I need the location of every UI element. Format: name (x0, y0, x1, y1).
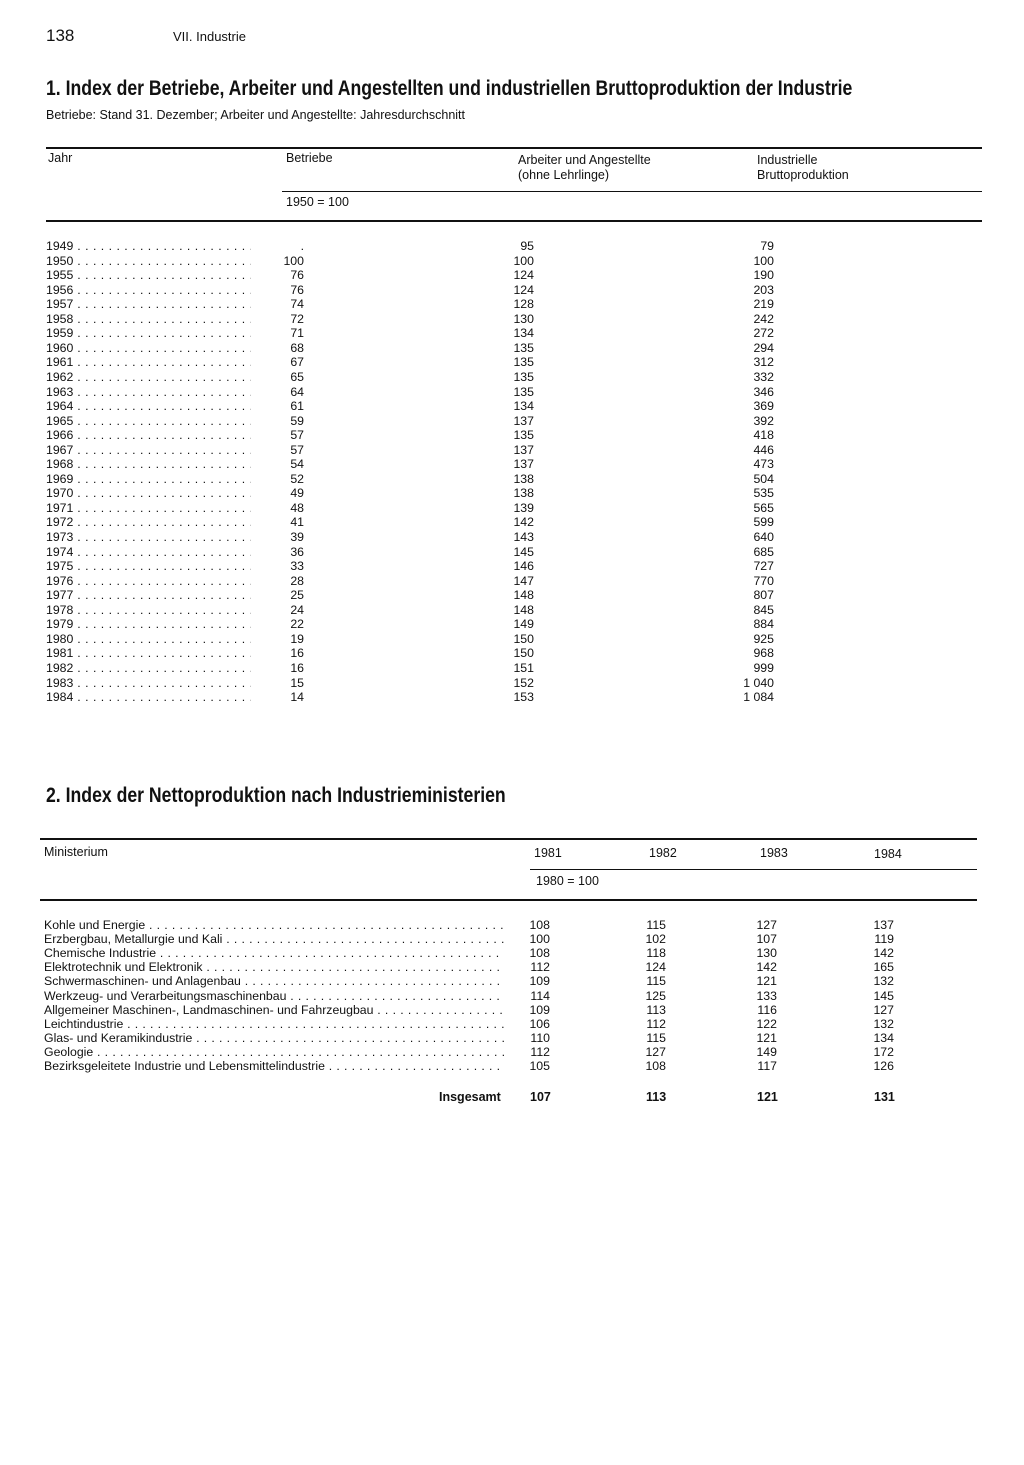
table1-cell-betriebe: 76 (290, 268, 304, 283)
chapter-title: VII. Industrie (173, 29, 246, 44)
table2-cell-1984: 142 (873, 946, 894, 961)
table1-cell-arbeiter: 148 (513, 602, 534, 617)
table1-cell-produktion: 446 (753, 442, 774, 457)
table1-base-note: 1950 = 100 (286, 195, 349, 209)
table2-cell-1981: 114 (530, 988, 550, 1003)
table2-total-1982: 113 (646, 1090, 667, 1104)
table1-cell-betriebe: 64 (290, 384, 304, 399)
table1-cell-betriebe: . (300, 239, 304, 253)
table1-cell-produktion: 332 (753, 369, 774, 384)
table2-cell-1981: 108 (529, 918, 550, 932)
table1-cell-year: 1978 . . . (46, 603, 251, 618)
table1-cell-betriebe: 15 (290, 675, 304, 690)
table1-cell-year: 1976 . . . (46, 574, 251, 589)
table2-cell-1983: 122 (756, 1016, 777, 1031)
table1-cell-betriebe: 36 (290, 544, 304, 559)
table1-cell-produktion: 418 (753, 428, 774, 443)
table1-subtitle: Betriebe: Stand 31. Dezember; Arbeiter und Angestellte: Jahresdurchschnitt (46, 108, 465, 122)
table2-cell-1984: 134 (873, 1030, 894, 1045)
table1-row (46, 661, 786, 676)
table1-row (46, 559, 786, 574)
table1-cell-year: 1977 . . . (46, 588, 251, 603)
table1-row (46, 443, 786, 458)
table1-row (46, 501, 786, 516)
table2-cell-1983: 116 (757, 1002, 777, 1017)
table1-cell-produktion: 504 (753, 471, 774, 486)
table1-cell-betriebe: 59 (290, 413, 304, 428)
table1-cell-produktion: 727 (753, 559, 774, 574)
table1-row (46, 617, 786, 632)
table2-row (44, 932, 904, 946)
table1-row (46, 254, 786, 269)
table2-cell-ministerium: Bezirksgeleitete Industrie und Lebensmittelindustrie . . . (44, 1059, 504, 1073)
table1-cell-betriebe: 100 (283, 253, 304, 268)
table1-cell-year: 1970 . . . (46, 486, 251, 501)
table1-cell-year: 1981 . . . (46, 646, 251, 661)
table1-cell-betriebe: 71 (290, 326, 304, 341)
table1-cell-betriebe: 61 (290, 399, 304, 414)
table1-cell-produktion: 1 040 (743, 675, 774, 690)
table1-cell-arbeiter: 137 (513, 413, 534, 428)
table1-cell-produktion: 999 (753, 660, 774, 675)
table1-row (46, 239, 786, 254)
table2-cell-1983: 117 (757, 1059, 777, 1073)
table1-cell-year: 1983 . . . (46, 676, 251, 691)
table1-cell-produktion: 392 (753, 413, 774, 428)
table1-cell-year: 1971 . . . (46, 501, 251, 516)
table2-cell-1981: 112 (530, 960, 550, 975)
table1-cell-arbeiter: 135 (513, 340, 534, 355)
table1-cell-year: 1969 . . . (46, 472, 251, 487)
table1-row (46, 385, 786, 400)
table2-cell-1983: 107 (756, 932, 777, 947)
table1-row (46, 326, 786, 341)
table2-cell-1983: 142 (756, 960, 777, 975)
table1-cell-year: 1949 . . . (46, 239, 251, 254)
table1-cell-year: 1961 . . . (46, 355, 251, 370)
table2-cell-ministerium: Chemische Industrie . . . (44, 946, 504, 960)
table2-total-label: Insgesamt (439, 1090, 501, 1104)
table1-cell-betriebe: 24 (290, 602, 304, 617)
table1-row (46, 399, 786, 414)
table1-row (46, 588, 786, 603)
table2-total-1984: 131 (874, 1090, 895, 1104)
table1-row (46, 676, 786, 691)
table2-body-rule (40, 899, 977, 901)
table2-base-note: 1980 = 100 (536, 874, 599, 888)
table2-top-rule (40, 838, 977, 840)
table2-header-1983: 1983 (760, 846, 788, 860)
table1-row (46, 283, 786, 298)
table2-row (44, 1045, 904, 1059)
table2-cell-1982: 115 (646, 918, 666, 932)
table1-header-arbeiter-2: (ohne Lehrlinge) (518, 168, 610, 182)
table2-cell-1982: 127 (645, 1044, 666, 1059)
table1-cell-betriebe: 65 (290, 369, 304, 384)
table1-cell-arbeiter: 149 (513, 617, 534, 632)
table1-cell-betriebe: 22 (290, 617, 304, 632)
table1-row (46, 603, 786, 618)
page-header (46, 26, 246, 46)
table2-total-1981: 107 (530, 1090, 551, 1104)
table1-cell-arbeiter: 143 (513, 530, 534, 544)
table1-cell-arbeiter: 153 (513, 690, 534, 705)
table2-row (44, 1003, 904, 1017)
table2-row (44, 1017, 904, 1031)
table1-cell-arbeiter: 152 (513, 675, 534, 690)
table1-cell-arbeiter: 124 (513, 268, 534, 283)
table1-cell-year: 1962 . . . (46, 370, 251, 385)
table1-row (46, 312, 786, 327)
table2-cell-ministerium: Leichtindustrie . . . (44, 1017, 504, 1031)
table2-cell-1981: 112 (530, 1044, 550, 1059)
table2-cell-1984: 119 (874, 932, 894, 947)
table1-cell-produktion: 79 (760, 239, 774, 253)
table1-cell-betriebe: 52 (290, 471, 304, 486)
table2-cell-1982: 115 (646, 974, 666, 989)
table1-cell-betriebe: 67 (290, 355, 304, 370)
table2-cell-1981: 100 (529, 932, 550, 947)
table1-row (46, 428, 786, 443)
table1-row (46, 370, 786, 385)
table1-cell-produktion: 1 084 (743, 690, 774, 705)
page-number: 138 (46, 26, 75, 45)
table1-row (46, 646, 786, 661)
table1-cell-betriebe: 28 (290, 573, 304, 588)
table1-title: 1. Index der Betriebe, Arbeiter und Angestellten und industriellen Bruttoproduktion der Industrie (46, 77, 853, 100)
table2-cell-1982: 124 (645, 960, 666, 975)
table1-cell-produktion: 294 (753, 340, 774, 355)
table1-row (46, 414, 786, 429)
table1-cell-arbeiter: 100 (513, 253, 534, 268)
table2-cell-1984: 165 (873, 960, 894, 975)
table1-cell-year: 1982 . . . (46, 661, 251, 676)
table1-cell-betriebe: 72 (290, 311, 304, 326)
table1-row (46, 457, 786, 472)
table1-cell-produktion: 599 (753, 515, 774, 530)
table2-cell-ministerium: Glas- und Keramikindustrie . . . (44, 1031, 504, 1045)
table1-cell-year: 1963 . . . (46, 385, 251, 400)
table1-cell-year: 1974 . . . (46, 545, 251, 560)
table1-row (46, 530, 786, 545)
table1-cell-produktion: 535 (753, 486, 774, 501)
table2-header-1982: 1982 (649, 846, 677, 860)
table1-row (46, 486, 786, 501)
table1-cell-arbeiter: 135 (513, 428, 534, 443)
table2-total-1983: 121 (757, 1090, 778, 1104)
table1-cell-arbeiter: 148 (513, 588, 534, 603)
table1-cell-arbeiter: 128 (513, 297, 534, 312)
table2-header-1981: 1981 (534, 846, 562, 860)
table1-cell-produktion: 473 (753, 457, 774, 472)
table1-cell-produktion: 884 (753, 617, 774, 632)
table2-row (44, 1031, 904, 1045)
table2-cell-1984: 132 (873, 974, 894, 989)
table2-cell-1984: 132 (873, 1016, 894, 1031)
table1-cell-arbeiter: 130 (513, 311, 534, 326)
table1-header-arbeiter-1: Arbeiter und Angestellte (518, 153, 651, 167)
table2-header-rule (530, 869, 977, 870)
table1-body-rule (46, 220, 982, 222)
table1-cell-year: 1967 . . . (46, 443, 251, 458)
table1-cell-arbeiter: 135 (513, 369, 534, 384)
table1-cell-betriebe: 68 (290, 340, 304, 355)
table1-row (46, 341, 786, 356)
table1-cell-produktion: 640 (753, 530, 774, 544)
table2-cell-1983: 127 (756, 918, 777, 932)
table1-cell-produktion: 925 (753, 631, 774, 646)
table1-cell-betriebe: 57 (290, 442, 304, 457)
table2-row (44, 1059, 904, 1073)
table1-row (46, 355, 786, 370)
table1-row (46, 545, 786, 560)
table1-cell-betriebe: 57 (290, 428, 304, 443)
table1-row (46, 515, 786, 530)
table1-cell-arbeiter: 135 (513, 355, 534, 370)
table1-cell-produktion: 242 (753, 311, 774, 326)
table1-header-betriebe: Betriebe (286, 151, 333, 165)
table2-cell-1981: 109 (529, 1002, 550, 1017)
table2-cell-1982: 115 (646, 1030, 666, 1045)
table1-cell-produktion: 190 (753, 268, 774, 283)
table2-cell-1981: 108 (529, 946, 550, 961)
table1-cell-betriebe: 16 (290, 660, 304, 675)
table1-cell-year: 1960 . . . (46, 341, 251, 356)
table2-cell-1984: 126 (873, 1059, 894, 1073)
table1-cell-year: 1972 . . . (46, 515, 251, 530)
table1-cell-produktion: 272 (753, 326, 774, 341)
table1-cell-produktion: 685 (753, 544, 774, 559)
table2-cell-1982: 108 (645, 1059, 666, 1073)
table1-cell-arbeiter: 142 (513, 515, 534, 530)
table1-cell-produktion: 219 (753, 297, 774, 312)
table1-cell-year: 1973 . . . (46, 530, 251, 545)
table1-cell-year: 1964 . . . (46, 399, 251, 414)
table2-cell-1984: 145 (873, 988, 894, 1003)
table1-row (46, 632, 786, 647)
table2-cell-1981: 105 (529, 1059, 550, 1073)
table1-cell-produktion: 369 (753, 399, 774, 414)
table2-row (44, 974, 904, 988)
table1-cell-betriebe: 76 (290, 282, 304, 297)
table2-cell-1982: 112 (646, 1016, 666, 1031)
table2-cell-1981: 109 (529, 974, 550, 989)
table1-cell-year: 1966 . . . (46, 428, 251, 443)
table1-cell-betriebe: 25 (290, 588, 304, 603)
table1-cell-year: 1950 . . . (46, 254, 251, 269)
table2-cell-ministerium: Erzbergbau, Metallurgie und Kali . . . (44, 932, 504, 946)
table1-cell-year: 1975 . . . (46, 559, 251, 574)
table2-cell-1983: 121 (756, 974, 777, 989)
table2-row (44, 946, 904, 960)
table1-cell-produktion: 565 (753, 500, 774, 515)
table1-cell-produktion: 770 (753, 573, 774, 588)
table2-cell-1982: 113 (646, 1002, 666, 1017)
table1-cell-arbeiter: 145 (513, 544, 534, 559)
table1-cell-arbeiter: 150 (513, 631, 534, 646)
table1-row (46, 297, 786, 312)
table1-cell-year: 1958 . . . (46, 312, 251, 327)
table2-cell-1982: 102 (645, 932, 666, 947)
table1-cell-betriebe: 49 (290, 486, 304, 501)
table1-cell-produktion: 203 (753, 282, 774, 297)
table2-cell-1983: 130 (756, 946, 777, 961)
table1-cell-arbeiter: 138 (513, 486, 534, 501)
table2-cell-1982: 125 (645, 988, 666, 1003)
table2-header-1984: 1984 (874, 847, 902, 861)
table1-cell-year: 1955 . . . (46, 268, 251, 283)
table1-cell-year: 1956 . . . (46, 283, 251, 298)
table2-cell-ministerium: Werkzeug- und Verarbeitungsmaschinenbau . . . (44, 989, 504, 1003)
table1-cell-betriebe: 33 (290, 559, 304, 574)
table1-cell-produktion: 845 (753, 602, 774, 617)
table1-cell-arbeiter: 150 (513, 646, 534, 661)
table1-cell-arbeiter: 151 (513, 660, 534, 675)
table1-cell-arbeiter: 135 (513, 384, 534, 399)
table2-row (44, 989, 904, 1003)
table2-cell-1983: 133 (756, 988, 777, 1003)
table2-cell-1983: 149 (756, 1044, 777, 1059)
table1-cell-arbeiter: 95 (520, 239, 534, 253)
table1-cell-year: 1979 . . . (46, 617, 251, 632)
table2-cell-1984: 172 (873, 1044, 894, 1059)
table1-header-rule (282, 191, 982, 192)
table2-cell-1982: 118 (646, 946, 666, 961)
table2-cell-1983: 121 (756, 1030, 777, 1045)
table1-cell-arbeiter: 137 (513, 442, 534, 457)
table1-cell-arbeiter: 138 (513, 471, 534, 486)
table1-cell-produktion: 968 (753, 646, 774, 661)
table1-cell-betriebe: 54 (290, 457, 304, 472)
table1-cell-year: 1968 . . . (46, 457, 251, 472)
table1-cell-year: 1965 . . . (46, 414, 251, 429)
table1-cell-year: 1959 . . . (46, 326, 251, 341)
table2-cell-1984: 137 (873, 918, 894, 932)
table1-cell-year: 1984 . . . (46, 690, 251, 705)
table1-cell-arbeiter: 134 (513, 399, 534, 414)
table2-row (44, 960, 904, 974)
table1-cell-betriebe: 48 (290, 500, 304, 515)
table1-cell-produktion: 807 (753, 588, 774, 603)
table1-cell-betriebe: 14 (290, 690, 304, 705)
table1-header-produktion-2: Bruttoproduktion (757, 168, 849, 182)
table1-cell-arbeiter: 137 (513, 457, 534, 472)
table1-cell-betriebe: 19 (290, 631, 304, 646)
table2-cell-1981: 110 (530, 1030, 550, 1045)
table1-cell-arbeiter: 124 (513, 282, 534, 297)
table1-cell-betriebe: 74 (290, 297, 304, 312)
table2-cell-ministerium: Schwermaschinen- und Anlagenbau . . . (44, 974, 504, 988)
table2-title: 2. Index der Nettoproduktion nach Industrieministerien (46, 784, 506, 807)
table1-cell-arbeiter: 134 (513, 326, 534, 341)
table1-cell-produktion: 346 (753, 384, 774, 399)
table2-cell-ministerium: Kohle und Energie . . . (44, 918, 504, 932)
table2-cell-ministerium: Geologie . . . (44, 1045, 504, 1059)
table2-header-ministerium: Ministerium (44, 845, 108, 859)
table1-row (46, 268, 786, 283)
table1-row (46, 690, 786, 705)
table1-cell-arbeiter: 146 (513, 559, 534, 574)
table1-cell-year: 1980 . . . (46, 632, 251, 647)
table1-cell-betriebe: 39 (290, 530, 304, 544)
table1-header-produktion-1: Industrielle (757, 153, 818, 167)
table1-header-year: Jahr (48, 151, 73, 165)
table1-row (46, 472, 786, 487)
table2-cell-1981: 106 (529, 1016, 550, 1031)
table1-cell-produktion: 100 (753, 253, 774, 268)
table2-cell-1984: 127 (873, 1002, 894, 1017)
table1-cell-produktion: 312 (753, 355, 774, 370)
table1-cell-betriebe: 16 (290, 646, 304, 661)
table1-cell-year: 1957 . . . (46, 297, 251, 312)
table2-row (44, 918, 904, 932)
table2-cell-ministerium: Allgemeiner Maschinen-, Landmaschinen- und Fahrzeugbau . . . (44, 1003, 504, 1017)
table1-cell-arbeiter: 139 (513, 500, 534, 515)
table1-top-rule (46, 147, 982, 149)
table1-row (46, 574, 786, 589)
table2-cell-ministerium: Elektrotechnik und Elektronik . . . (44, 960, 504, 974)
table1-cell-betriebe: 41 (290, 515, 304, 530)
table1-cell-arbeiter: 147 (513, 573, 534, 588)
